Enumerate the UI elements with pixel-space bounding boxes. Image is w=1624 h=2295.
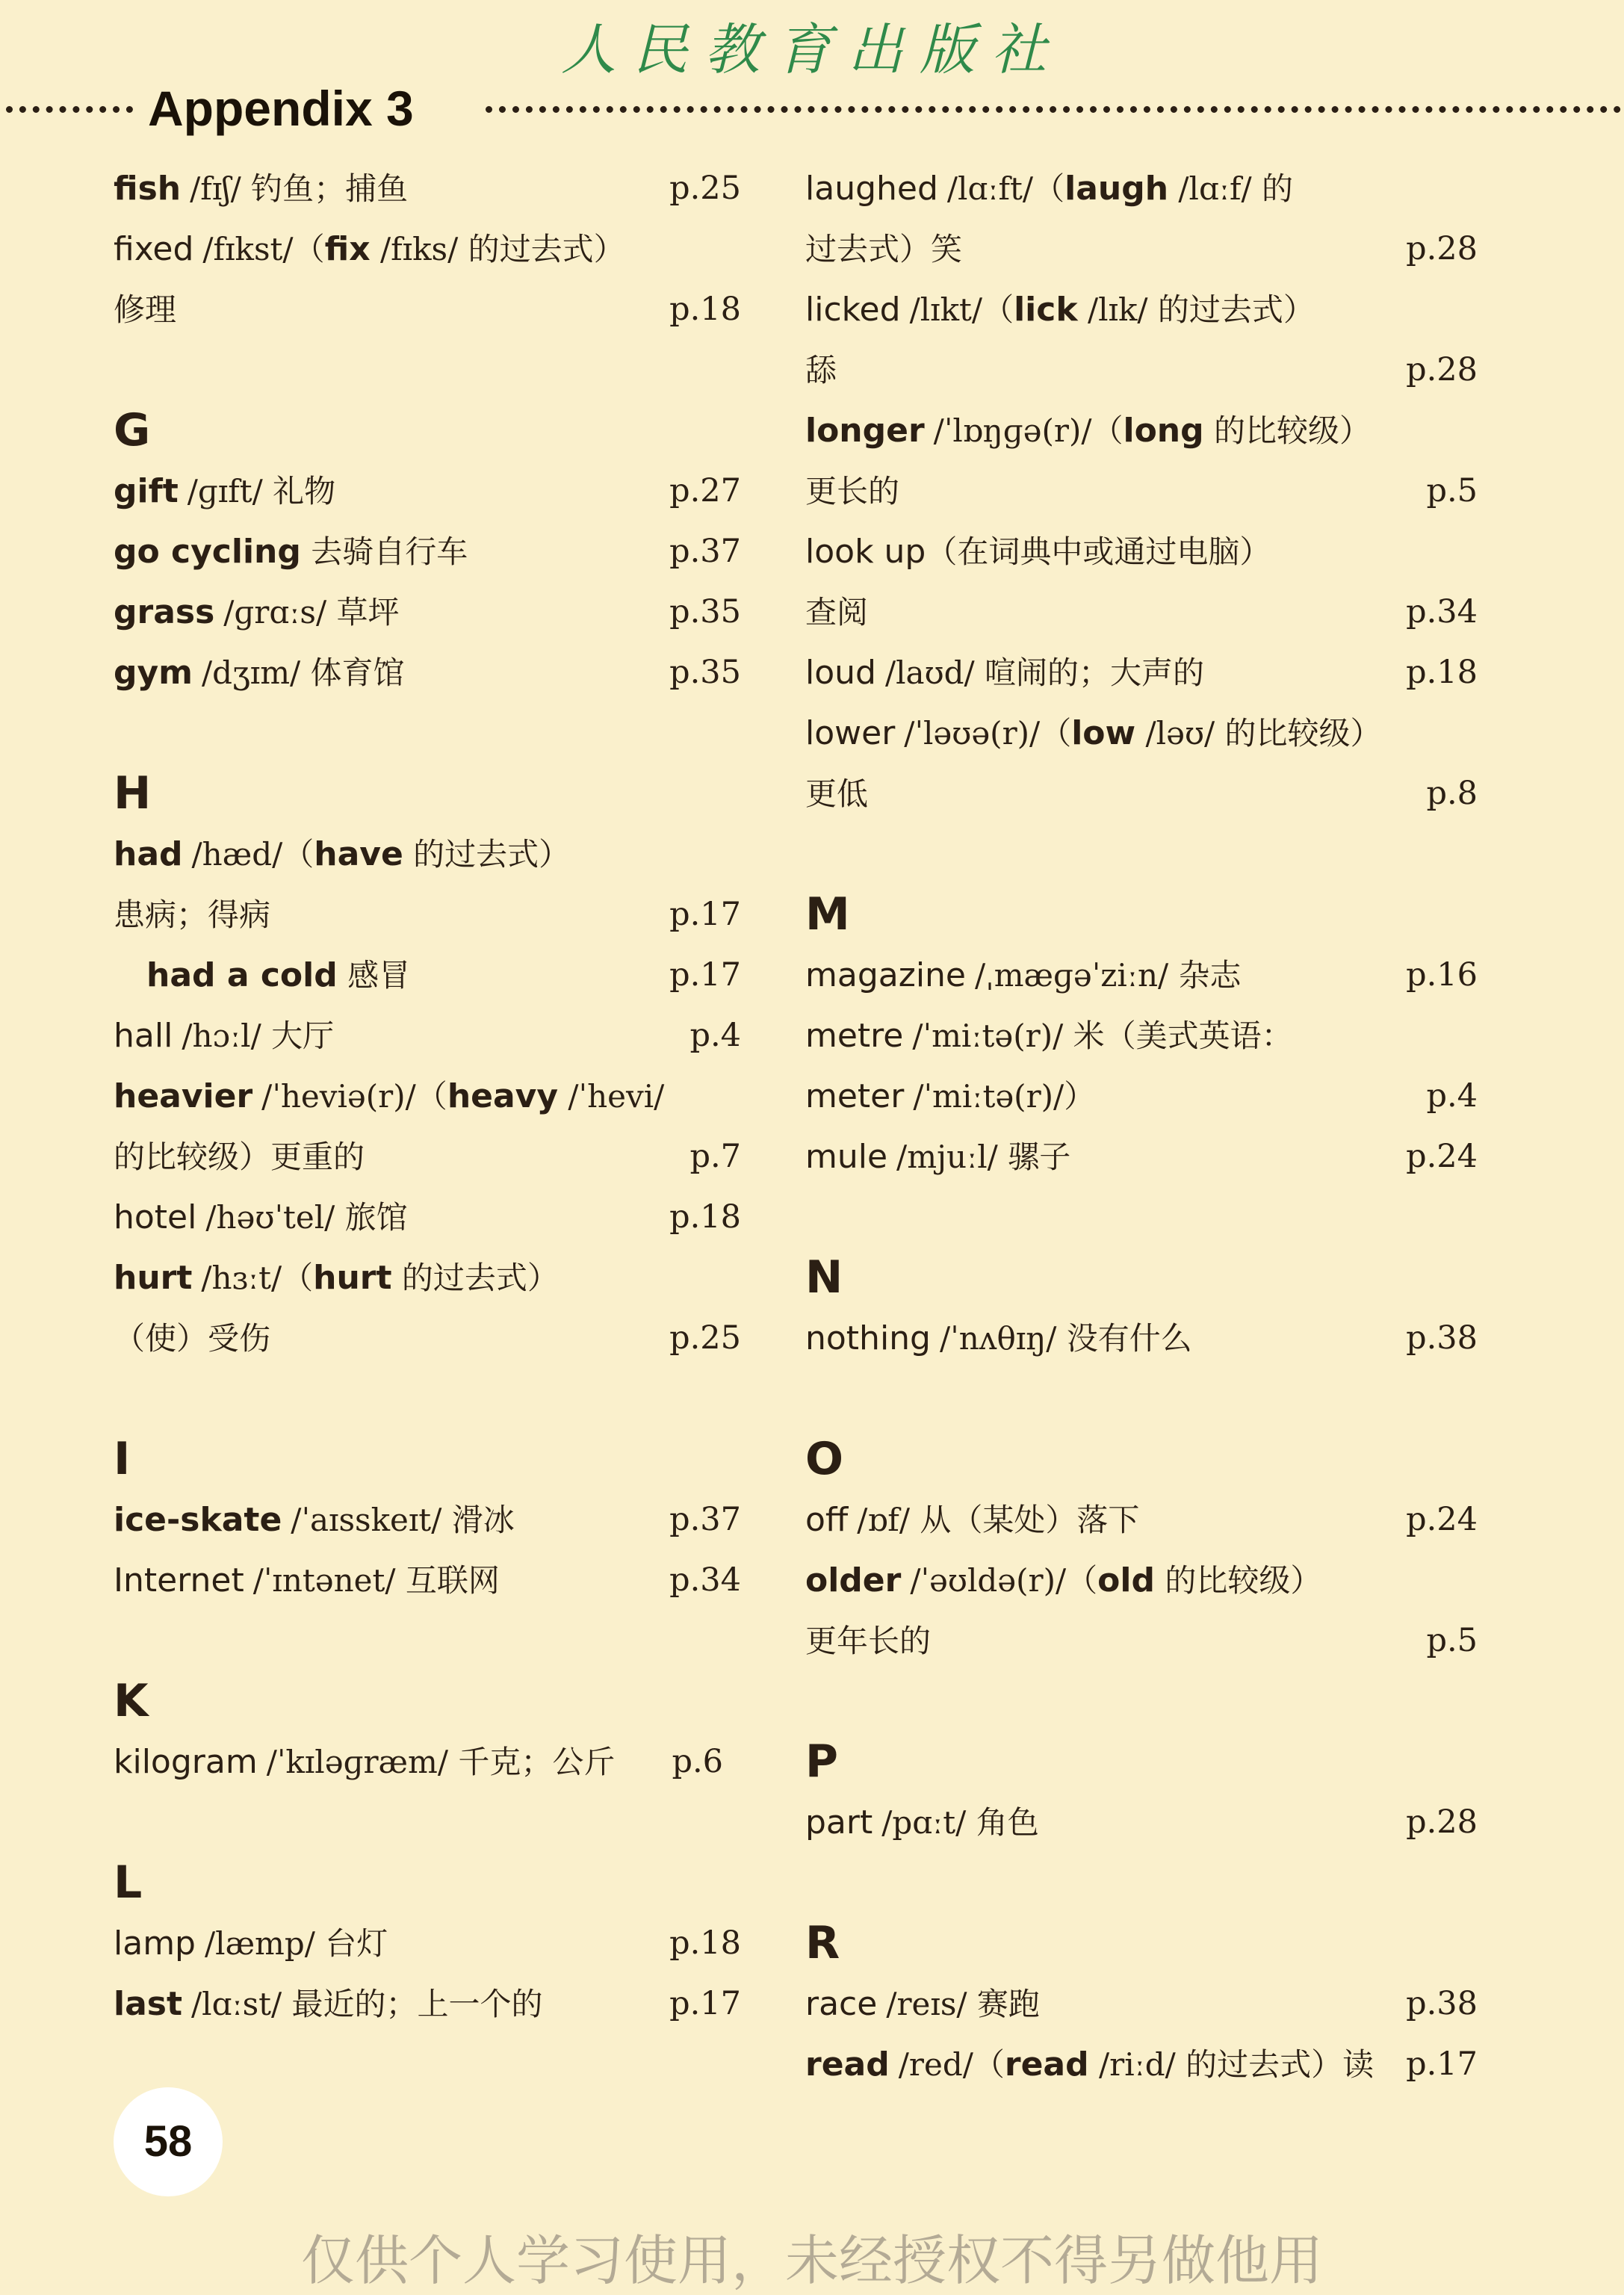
entry-text bbox=[805, 1550, 1321, 1611]
headword: grass bbox=[114, 593, 215, 631]
related-pronunciation: /ləʊ/ bbox=[1135, 715, 1215, 752]
left-column bbox=[114, 158, 741, 2034]
glossary-line bbox=[114, 1550, 741, 1611]
page-reference: p.28 bbox=[1406, 1803, 1478, 1841]
page-reference: p.17 bbox=[669, 956, 741, 994]
headword: ice-skate bbox=[114, 1501, 282, 1539]
glossary-line bbox=[805, 1611, 1478, 1671]
definition: 体育馆 bbox=[300, 654, 405, 691]
section-gap bbox=[805, 1369, 1478, 1429]
related-headword: lick bbox=[1014, 291, 1078, 329]
section-gap bbox=[805, 1671, 1478, 1732]
section-gap bbox=[805, 1187, 1478, 1248]
glossary-line bbox=[114, 1248, 741, 1308]
glossary-line bbox=[805, 1308, 1478, 1369]
related-headword: long bbox=[1123, 412, 1204, 450]
pronunciation: /mjuːl/ bbox=[896, 1139, 998, 1175]
glossary-line bbox=[114, 1127, 741, 1187]
entry-text bbox=[805, 1611, 931, 1671]
entry-text bbox=[805, 219, 962, 279]
section-gap bbox=[805, 1853, 1478, 1913]
entry-text bbox=[114, 279, 176, 340]
entry-text bbox=[114, 1550, 500, 1611]
related-pronunciation: /lɑːf/ bbox=[1168, 170, 1252, 207]
glossary-line bbox=[114, 885, 741, 945]
headword: kilogram bbox=[114, 1743, 258, 1781]
section-letter: R bbox=[805, 1917, 840, 1969]
headword: look up bbox=[805, 533, 926, 571]
entry-text bbox=[805, 461, 899, 521]
page-reference: p.18 bbox=[669, 291, 741, 328]
definition: （ bbox=[982, 291, 1014, 328]
entry-text bbox=[805, 279, 1315, 340]
definition: （ bbox=[415, 1078, 447, 1115]
definition: 角色 bbox=[966, 1804, 1039, 1841]
page-reference: p.18 bbox=[669, 1198, 741, 1236]
glossary-line bbox=[805, 2034, 1478, 2095]
glossary-line bbox=[805, 1066, 1478, 1127]
page-reference: p.4 bbox=[1426, 1077, 1478, 1115]
related-headword: fix bbox=[324, 230, 371, 268]
glossary-line bbox=[114, 1066, 741, 1127]
page-reference: p.37 bbox=[669, 533, 741, 570]
pronunciation: /ˈmiːtə(r)/ bbox=[913, 1078, 1064, 1115]
definition: 从（某处）落下 bbox=[909, 1502, 1140, 1538]
definition: 去骑自行车 bbox=[300, 533, 468, 570]
headword: older bbox=[805, 1561, 902, 1599]
page-reference: p.28 bbox=[1406, 230, 1478, 267]
definition: 感冒 bbox=[337, 957, 411, 994]
entry-text bbox=[114, 885, 270, 945]
glossary-line bbox=[805, 1792, 1478, 1853]
glossary-line bbox=[805, 642, 1478, 703]
definition: 更长的 bbox=[805, 473, 900, 510]
entry-text bbox=[114, 582, 399, 642]
glossary-line bbox=[114, 158, 741, 219]
definition: （ bbox=[1091, 412, 1124, 449]
page-reference: p.25 bbox=[669, 1319, 741, 1357]
appendix-header bbox=[0, 75, 1624, 142]
dotted-rule-right bbox=[486, 106, 1621, 113]
entry-text bbox=[146, 945, 410, 1006]
section-gap bbox=[805, 824, 1478, 885]
glossary-line bbox=[114, 824, 741, 885]
definition: （ bbox=[973, 2046, 1005, 2083]
pronunciation: /læmp/ bbox=[204, 1925, 315, 1962]
glossary-line bbox=[114, 582, 741, 642]
page-reference: p.38 bbox=[1406, 1985, 1478, 2022]
dotted-rule-left bbox=[6, 106, 133, 113]
headword: had bbox=[114, 835, 183, 873]
definition-suffix: 的 bbox=[1251, 170, 1294, 207]
definition: 滑冰 bbox=[441, 1502, 515, 1538]
section-letter: I bbox=[114, 1433, 131, 1485]
entry-text bbox=[805, 703, 1382, 764]
pronunciation: /ˈmiːtə(r)/ bbox=[912, 1018, 1064, 1054]
definition: 舔 bbox=[805, 352, 837, 388]
right-column bbox=[805, 158, 1478, 2095]
page-reference: p.16 bbox=[1406, 956, 1478, 994]
definition: 礼物 bbox=[262, 473, 336, 510]
entry-text bbox=[805, 945, 1242, 1006]
headword: hurt bbox=[114, 1259, 193, 1297]
definition: （ bbox=[282, 836, 314, 873]
pronunciation: /hæd/ bbox=[191, 836, 283, 873]
page-reference: p.8 bbox=[1426, 775, 1478, 812]
page-reference: p.24 bbox=[1406, 1138, 1478, 1175]
definition: 过去式）笑 bbox=[805, 231, 963, 267]
entry-text bbox=[114, 521, 468, 582]
headword: gym bbox=[114, 654, 193, 692]
publisher-logo: 人民教育出版社 bbox=[561, 18, 1063, 82]
page-reference: p.17 bbox=[1406, 2045, 1478, 2083]
definition: 患病；得病 bbox=[114, 896, 271, 933]
page-reference: p.17 bbox=[669, 1985, 741, 2022]
entry-text bbox=[805, 158, 1293, 219]
pronunciation: /ˈkɪləɡræm/ bbox=[266, 1744, 448, 1780]
definition: 的比较级）更重的 bbox=[114, 1139, 365, 1175]
glossary-line bbox=[114, 1732, 741, 1792]
headword: hotel bbox=[114, 1198, 197, 1236]
headword: hall bbox=[114, 1017, 173, 1055]
page-reference: p.34 bbox=[1406, 593, 1478, 631]
definition: （在词典中或通过电脑） bbox=[926, 533, 1271, 570]
page-reference: p.35 bbox=[669, 593, 741, 631]
pronunciation: /ˈaɪsskeɪt/ bbox=[291, 1502, 442, 1538]
definition-suffix: 的比较级） bbox=[1203, 412, 1371, 449]
related-headword: heavy bbox=[447, 1077, 559, 1115]
pronunciation: /ɒf/ bbox=[857, 1502, 910, 1538]
page-reference: p.38 bbox=[1406, 1319, 1478, 1357]
definition: 千克；公斤 bbox=[448, 1744, 616, 1780]
definition: 旅馆 bbox=[335, 1199, 408, 1236]
section-letter: G bbox=[114, 404, 151, 456]
definition-suffix: 的比较级） bbox=[1154, 1562, 1322, 1599]
headword: lower bbox=[805, 714, 896, 752]
section-letter: N bbox=[805, 1251, 843, 1304]
page-reference: p.34 bbox=[669, 1561, 741, 1599]
pronunciation: /ˈəʊldə(r)/ bbox=[910, 1562, 1067, 1599]
headword: fish bbox=[114, 170, 182, 208]
entry-text bbox=[805, 582, 868, 642]
glossary-line bbox=[805, 945, 1478, 1006]
watermark-text: 仅供个人学习使用，未经授权不得另做他用 bbox=[300, 2229, 1323, 2292]
definition-suffix: 的比较级） bbox=[1215, 715, 1382, 752]
glossary-line bbox=[805, 158, 1478, 219]
definition: 台灯 bbox=[314, 1925, 388, 1962]
definition: 米（美式英语： bbox=[1063, 1018, 1293, 1054]
headword: gift bbox=[114, 472, 179, 510]
page-reference: p.17 bbox=[669, 896, 741, 933]
pronunciation: /hɜːt/ bbox=[201, 1260, 282, 1296]
headword: had a cold bbox=[146, 956, 338, 994]
glossary-line bbox=[805, 582, 1478, 642]
entry-text bbox=[114, 1127, 365, 1187]
pronunciation: /laʊd/ bbox=[884, 654, 975, 691]
definition-suffix: 的过去式） bbox=[458, 231, 625, 267]
glossary-line bbox=[805, 764, 1478, 824]
headword: licked bbox=[805, 291, 901, 329]
related-headword: have bbox=[314, 835, 403, 873]
glossary-line bbox=[805, 1490, 1478, 1550]
related-headword: old bbox=[1097, 1561, 1155, 1599]
definition: 钓鱼；捕鱼 bbox=[241, 170, 409, 207]
definition: （ bbox=[1040, 715, 1072, 752]
section-gap bbox=[114, 340, 741, 400]
headword: go cycling bbox=[114, 533, 301, 571]
entry-text bbox=[114, 1974, 543, 2034]
headword: heavier bbox=[114, 1077, 253, 1115]
definition: 大厅 bbox=[261, 1018, 335, 1054]
definition: 修理 bbox=[114, 291, 177, 328]
section-gap bbox=[114, 1369, 741, 1429]
glossary-line bbox=[114, 1308, 741, 1369]
headword: magazine bbox=[805, 956, 966, 994]
glossary-line bbox=[805, 279, 1478, 340]
headword: meter bbox=[805, 1077, 905, 1115]
definition-suffix: 的过去式） bbox=[403, 836, 571, 873]
pronunciation: /pɑːt/ bbox=[881, 1804, 967, 1841]
entry-text bbox=[805, 1974, 1040, 2034]
page-reference: p.6 bbox=[672, 1743, 723, 1780]
pronunciation: /ɡrɑːs/ bbox=[223, 594, 327, 631]
section-letter: K bbox=[114, 1675, 149, 1727]
glossary-line bbox=[114, 1913, 741, 1974]
pronunciation: /red/ bbox=[898, 2046, 973, 2083]
pronunciation: /lɑːft/ bbox=[946, 170, 1034, 207]
entry-text bbox=[114, 1490, 515, 1550]
page-reference: p.35 bbox=[669, 654, 741, 691]
page-reference: p.37 bbox=[669, 1501, 741, 1538]
entry-text bbox=[114, 461, 335, 521]
section-gap bbox=[114, 1611, 741, 1671]
section-gap bbox=[114, 1792, 741, 1853]
definition: （ bbox=[293, 231, 325, 267]
definition: 更低 bbox=[805, 775, 869, 812]
headword: Internet bbox=[114, 1561, 244, 1599]
entry-text bbox=[805, 400, 1371, 461]
definition: （ bbox=[1066, 1562, 1098, 1599]
entry-text bbox=[805, 1127, 1070, 1187]
entry-text bbox=[114, 1732, 615, 1792]
page-reference: p.27 bbox=[669, 472, 741, 510]
page-reference: p.7 bbox=[689, 1138, 741, 1175]
glossary-line bbox=[805, 703, 1478, 764]
related-pronunciation: /fɪks/ bbox=[370, 231, 459, 267]
headword: mule bbox=[805, 1138, 888, 1176]
entry-text bbox=[114, 824, 570, 885]
pronunciation: /fɪʃ/ bbox=[190, 170, 241, 207]
page-reference: p.24 bbox=[1406, 1501, 1478, 1538]
entry-text bbox=[805, 1308, 1192, 1369]
pronunciation: /ˈlɒŋɡə(r)/ bbox=[933, 412, 1092, 449]
entry-text bbox=[805, 642, 1204, 703]
glossary-line bbox=[114, 219, 741, 279]
glossary-line bbox=[805, 461, 1478, 521]
definition: ） bbox=[1064, 1078, 1096, 1115]
page-number: 58 bbox=[114, 2087, 223, 2196]
entry-text bbox=[805, 2034, 1374, 2095]
page-reference: p.18 bbox=[1406, 654, 1478, 691]
glossary-line bbox=[805, 1127, 1478, 1187]
pronunciation: /ˌmæɡəˈziːn/ bbox=[975, 957, 1169, 994]
page-reference: p.5 bbox=[1426, 472, 1478, 510]
entry-text bbox=[114, 219, 625, 279]
related-headword: read bbox=[1004, 2045, 1089, 2084]
definition-suffix: 的过去式）读 bbox=[1175, 2046, 1374, 2083]
definition-suffix: 的过去式） bbox=[391, 1260, 559, 1296]
pronunciation: /ˈləʊə(r)/ bbox=[904, 715, 1041, 752]
pronunciation: /fɪkst/ bbox=[202, 231, 294, 267]
related-headword: laugh bbox=[1064, 170, 1169, 208]
pronunciation: /ˈheviə(r)/ bbox=[261, 1078, 416, 1115]
headword: off bbox=[805, 1501, 849, 1539]
glossary-line bbox=[114, 1006, 741, 1066]
headword: metre bbox=[805, 1017, 904, 1055]
section-letter: P bbox=[805, 1735, 838, 1788]
glossary-line bbox=[114, 945, 741, 1006]
pronunciation: /ˈɪntənet/ bbox=[252, 1562, 396, 1599]
glossary-line bbox=[805, 1974, 1478, 2034]
definition: 最近的；上一个的 bbox=[282, 1986, 543, 2022]
appendix-title: Appendix 3 bbox=[148, 81, 414, 136]
entry-text bbox=[114, 1006, 334, 1066]
definition-suffix: 的过去式） bbox=[1147, 291, 1315, 328]
definition: 骡子 bbox=[997, 1139, 1071, 1175]
section-letter: H bbox=[114, 767, 152, 820]
entry-text bbox=[805, 764, 868, 824]
definition: 赛跑 bbox=[967, 1986, 1040, 2022]
entry-text bbox=[114, 1248, 559, 1308]
headword: lamp bbox=[114, 1924, 196, 1963]
entry-text bbox=[114, 1066, 664, 1127]
section-letter: L bbox=[114, 1856, 143, 1909]
entry-text bbox=[114, 1187, 408, 1248]
glossary-line bbox=[114, 1490, 741, 1550]
definition: （ bbox=[1033, 170, 1065, 207]
pronunciation: /lɪkt/ bbox=[909, 291, 983, 328]
section-letter: O bbox=[805, 1433, 844, 1485]
section-gap bbox=[114, 703, 741, 764]
headword: race bbox=[805, 1985, 878, 2023]
glossary-line bbox=[805, 400, 1478, 461]
page-reference: p.25 bbox=[669, 170, 741, 207]
definition: （ bbox=[282, 1260, 314, 1296]
headword: longer bbox=[805, 412, 925, 450]
definition: 查阅 bbox=[805, 594, 869, 631]
glossary-line bbox=[805, 1550, 1478, 1611]
glossary-line bbox=[114, 1187, 741, 1248]
page-reference: p.18 bbox=[669, 1924, 741, 1962]
glossary-line bbox=[114, 461, 741, 521]
headword: last bbox=[114, 1985, 182, 2023]
related-pronunciation: /ˈhevi/ bbox=[558, 1078, 665, 1115]
glossary-line bbox=[805, 1006, 1478, 1066]
glossary-line bbox=[114, 279, 741, 340]
glossary-line bbox=[114, 521, 741, 582]
glossary-line bbox=[805, 340, 1478, 400]
definition: 喧闹的；大声的 bbox=[974, 654, 1205, 691]
entry-text bbox=[805, 1006, 1293, 1066]
glossary-line bbox=[805, 219, 1478, 279]
pronunciation: /lɑːst/ bbox=[191, 1986, 282, 2022]
entry-text bbox=[805, 521, 1271, 582]
entry-text bbox=[805, 340, 837, 400]
pronunciation: /ˈnʌθɪŋ/ bbox=[940, 1320, 1057, 1357]
headword: loud bbox=[805, 654, 876, 692]
entry-text bbox=[114, 1308, 270, 1369]
pronunciation: /həʊˈtel/ bbox=[205, 1199, 335, 1236]
page-reference: p.5 bbox=[1426, 1622, 1478, 1659]
pronunciation: /reɪs/ bbox=[886, 1986, 967, 2022]
headword: part bbox=[805, 1803, 873, 1842]
page-reference: p.4 bbox=[689, 1017, 741, 1054]
definition: 草坪 bbox=[326, 594, 400, 631]
related-headword: low bbox=[1071, 714, 1136, 752]
entry-text bbox=[805, 1490, 1139, 1550]
definition: 互联网 bbox=[395, 1562, 500, 1599]
entry-text bbox=[805, 1792, 1039, 1853]
glossary-line bbox=[114, 1974, 741, 2034]
pronunciation: /hɔːl/ bbox=[182, 1018, 261, 1054]
glossary-line bbox=[805, 521, 1478, 582]
page-reference: p.28 bbox=[1406, 351, 1478, 388]
related-headword: hurt bbox=[313, 1259, 392, 1297]
headword: nothing bbox=[805, 1319, 931, 1357]
headword: fixed bbox=[114, 230, 194, 268]
entry-text bbox=[805, 1066, 1095, 1127]
entry-text bbox=[114, 158, 408, 219]
related-pronunciation: /riːd/ bbox=[1088, 2046, 1176, 2083]
definition: 没有什么 bbox=[1056, 1320, 1192, 1357]
section-letter: M bbox=[805, 888, 850, 941]
pronunciation: /ɡɪft/ bbox=[187, 473, 263, 510]
pronunciation: /dʒɪm/ bbox=[202, 654, 301, 691]
entry-text bbox=[114, 1913, 388, 1974]
definition: （使）受伤 bbox=[114, 1320, 271, 1357]
headword: laughed bbox=[805, 170, 938, 208]
glossary-line bbox=[114, 642, 741, 703]
entry-text bbox=[114, 642, 405, 703]
definition: 杂志 bbox=[1168, 957, 1242, 994]
definition: 更年长的 bbox=[805, 1623, 932, 1659]
headword: read bbox=[805, 2045, 890, 2084]
related-pronunciation: /lɪk/ bbox=[1077, 291, 1148, 328]
